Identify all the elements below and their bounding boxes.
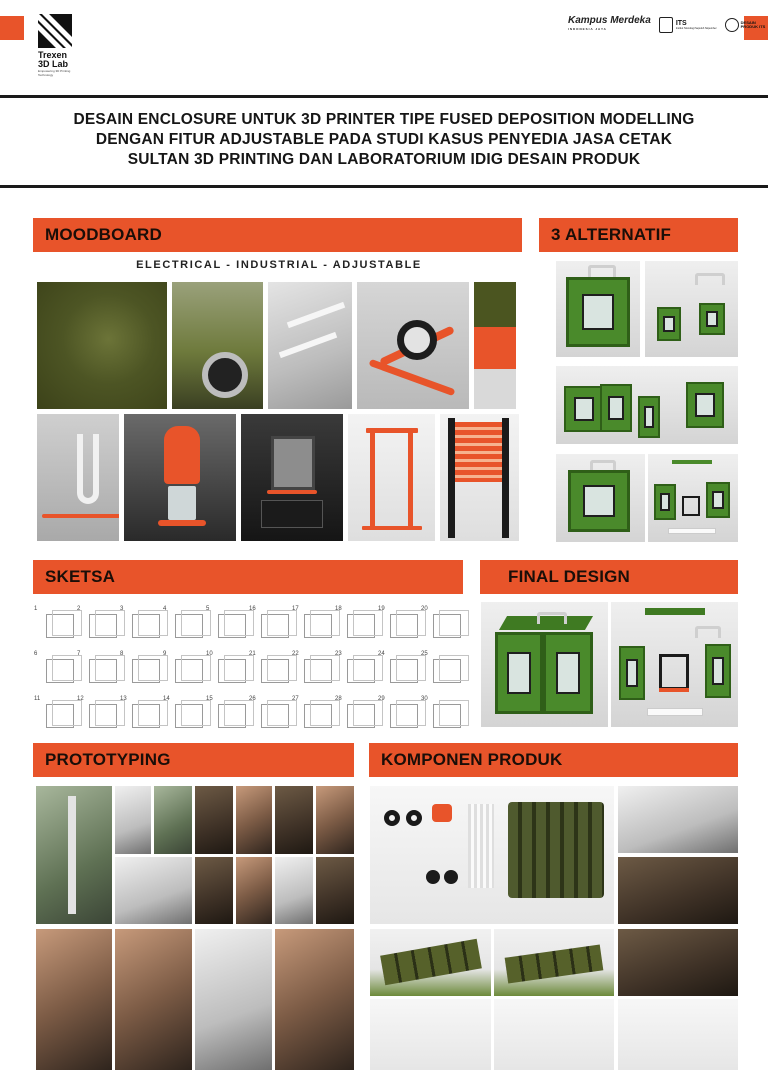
sketch-thumbnail [34, 651, 82, 691]
sketch-number: 8 [120, 651, 124, 657]
kampus-merdeka-name: Kampus Merdeka [568, 15, 651, 26]
trexen-logo [38, 14, 80, 78]
palette-swatch-olive [474, 282, 516, 327]
komponen-photo-assembly-2 [494, 999, 614, 1070]
sketch-number: 15 [206, 696, 213, 702]
sketch-drawing [433, 659, 461, 683]
moodboard-keywords: ELECTRICAL - INDUSTRIAL - ADJUSTABLE [136, 259, 422, 271]
moodboard-kettle-image [124, 414, 236, 541]
accent-corner-left [0, 16, 24, 40]
sketch-number: 12 [77, 696, 84, 702]
sketch-number: 19 [378, 606, 385, 612]
its-seal-icon [659, 17, 673, 33]
sketch-drawing [347, 704, 375, 728]
desain-produk-mark-icon [725, 18, 739, 32]
sketch-drawing [89, 659, 117, 683]
sketch-thumbnail [120, 651, 168, 691]
prototyping-photo-2 [115, 786, 151, 854]
sketch-number: 13 [120, 696, 127, 702]
sketch-drawing [261, 614, 289, 638]
prototyping-photo-12 [316, 857, 354, 924]
prototyping-photo-1 [36, 786, 112, 924]
sketch-number: 5 [206, 606, 210, 612]
prototyping-photo-16 [275, 929, 354, 1070]
sketch-thumbnail [34, 606, 82, 646]
sketch-drawing [304, 614, 332, 638]
sketch-drawing [390, 614, 418, 638]
sketsa-header: SKETSA [33, 560, 463, 594]
moodboard-ladder-image [440, 414, 519, 541]
logo-tagline: Empowering 3D Printing Technology [38, 69, 71, 77]
sketch-number: 27 [292, 696, 299, 702]
komponen-photo-frame-3 [618, 929, 738, 996]
moodboard-car-image [172, 282, 263, 409]
sketch-number: 21 [249, 651, 256, 657]
prototyping-photo-4 [195, 786, 233, 854]
sketch-number: 9 [163, 651, 167, 657]
poster-title [0, 110, 768, 170]
sketch-drawing [261, 659, 289, 683]
sketch-number: 14 [163, 696, 170, 702]
komponen-parts-photo [370, 786, 614, 924]
sketch-number: 22 [292, 651, 299, 657]
sketch-thumbnail [421, 696, 469, 736]
sketch-drawing [433, 704, 461, 728]
trexen-logo-mark-icon [38, 14, 72, 48]
sketch-drawing [304, 659, 332, 683]
sketch-drawing [175, 614, 203, 638]
sketch-thumbnail [77, 651, 125, 691]
prototyping-photo-3 [154, 786, 192, 854]
palette-swatch-orange [474, 327, 516, 369]
sketch-drawing [390, 659, 418, 683]
its-name: ITS [675, 20, 687, 27]
prototyping-photo-8 [115, 857, 192, 924]
komponen-photo-frame-1 [618, 786, 738, 853]
sketch-number: 26 [249, 696, 256, 702]
sketch-drawing [175, 659, 203, 683]
sketch-drawing [218, 659, 246, 683]
moodboard-ceiling-image [268, 282, 352, 409]
komponen-photo-rolls-2 [494, 929, 614, 996]
sketch-drawing [218, 704, 246, 728]
sketch-number: 16 [249, 606, 256, 612]
prototyping-header: PROTOTYPING [33, 743, 354, 777]
prototyping-photo-5 [236, 786, 272, 854]
title-line-1: DESAIN ENCLOSURE UNTUK 3D PRINTER TIPE FUSED DEPOSITION MODELLING [73, 111, 695, 128]
sketch-number: 2 [77, 606, 81, 612]
prototyping-photo-7 [316, 786, 354, 854]
prototyping-photo-6 [275, 786, 313, 854]
partner-logos [568, 16, 767, 34]
prototyping-photo-13 [36, 929, 112, 1070]
sketch-thumbnail [163, 606, 211, 646]
komponen-photo-rolls-1 [370, 929, 491, 996]
komponen-header: KOMPONEN PRODUK [369, 743, 738, 777]
sketch-number: 3 [120, 606, 124, 612]
sketch-drawing [132, 704, 160, 728]
komponen-photo-assembly-1 [370, 999, 491, 1070]
moodboard-stand-image [348, 414, 435, 541]
sketch-drawing [390, 704, 418, 728]
kampus-merdeka-sub: INDONESIA JAYA [568, 27, 607, 31]
prototyping-photo-10 [236, 857, 272, 924]
sketch-drawing [218, 614, 246, 638]
sketch-number: 20 [421, 606, 428, 612]
desain-produk-name: DESAIN PRODUK ITS [740, 20, 766, 29]
alternatif-1-closed-render [556, 261, 640, 357]
sketch-grid [36, 604, 466, 730]
moodboard-lamp-image [357, 282, 469, 409]
sketch-number: 23 [335, 651, 342, 657]
sketch-number: 1 [34, 606, 38, 612]
sketch-number: 7 [77, 651, 81, 657]
prototyping-photo-11 [275, 857, 313, 924]
sketch-drawing [132, 614, 160, 638]
sketch-drawing [347, 659, 375, 683]
its-sub: Institut Teknologi Sepuluh Nopember [675, 27, 717, 30]
moodboard-hook-image [37, 414, 119, 541]
sketch-drawing [261, 704, 289, 728]
sketch-drawing [304, 704, 332, 728]
sketch-number: 10 [206, 651, 213, 657]
sketch-drawing [46, 659, 74, 683]
final-design-closed-render [481, 602, 608, 727]
moodboard-fabric-image [37, 282, 167, 409]
sketch-number: 4 [163, 606, 167, 612]
sketch-drawing [46, 704, 74, 728]
sketch-thumbnail [77, 606, 125, 646]
moodboard-header: MOODBOARD [33, 218, 522, 252]
sketch-drawing [433, 614, 461, 638]
alternatif-1-exploded-render [645, 261, 738, 357]
its-logo [659, 17, 717, 33]
sketch-thumbnail [421, 651, 469, 691]
prototyping-photo-14 [115, 929, 192, 1070]
sketch-number: 18 [335, 606, 342, 612]
title-line-3: SULTAN 3D PRINTING DAN LABORATORIUM IDIG DESAIN PRODUK [127, 151, 641, 168]
logo-name: Trexen 3D Lab [38, 50, 69, 69]
sketch-number: 30 [421, 696, 428, 702]
sketch-number: 29 [378, 696, 385, 702]
sketch-drawing [347, 614, 375, 638]
komponen-photo-frame-2 [618, 857, 738, 924]
sketch-number: 6 [34, 651, 38, 657]
final-design-exploded-render [611, 602, 738, 727]
sketch-drawing [175, 704, 203, 728]
alternatif-2-render [556, 366, 738, 444]
final-design-header: FINAL DESIGN [480, 560, 738, 594]
sketch-number: 25 [421, 651, 428, 657]
sketch-drawing [132, 659, 160, 683]
sketch-drawing [46, 614, 74, 638]
title-rule-bottom [0, 185, 768, 188]
kampus-merdeka-logo [568, 16, 651, 34]
sketch-number: 24 [378, 651, 385, 657]
sketch-thumbnail [120, 606, 168, 646]
title-rule-top [0, 95, 768, 98]
sketch-number: 28 [335, 696, 342, 702]
alternatif-3-closed-render [556, 454, 645, 542]
alternatif-header: 3 ALTERNATIF [539, 218, 738, 252]
sketch-number: 11 [34, 696, 41, 702]
prototyping-photo-9 [195, 857, 233, 924]
moodboard-cooler-image [241, 414, 343, 541]
alternatif-3-exploded-render [648, 454, 738, 542]
sketch-number: 17 [292, 606, 299, 612]
sketch-drawing [89, 704, 117, 728]
desain-produk-logo [725, 18, 767, 32]
palette-swatch-grey [474, 369, 516, 409]
sketch-thumbnail [421, 606, 469, 646]
title-line-2: DENGAN FITUR ADJUSTABLE PADA STUDI KASUS PENYEDIA JASA CETAK [95, 131, 673, 148]
komponen-photo-assembly-3 [618, 999, 738, 1070]
prototyping-photo-15 [195, 929, 272, 1070]
sketch-drawing [89, 614, 117, 638]
